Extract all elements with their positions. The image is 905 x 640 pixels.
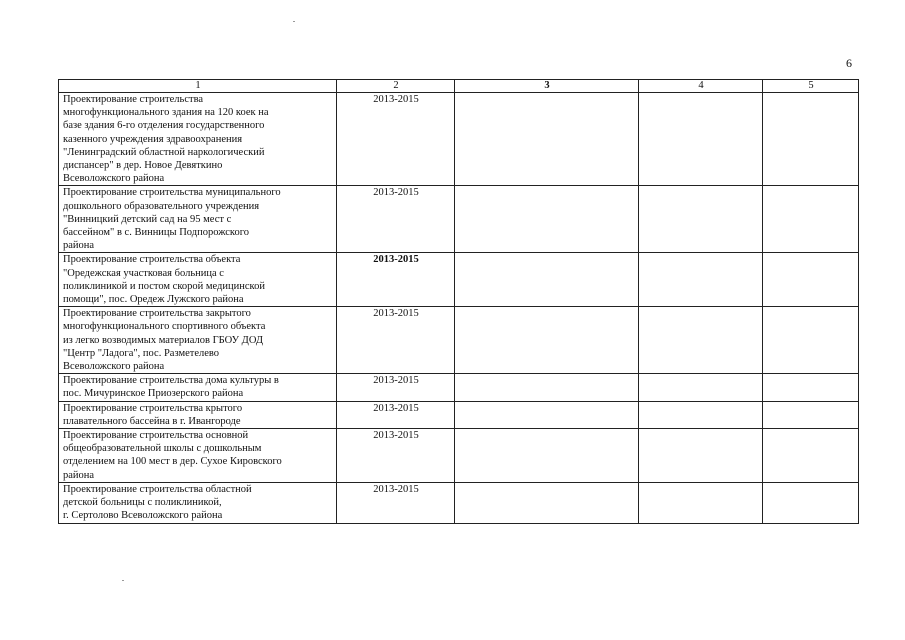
cell-col3 <box>455 186 639 253</box>
cell-col3 <box>455 401 639 428</box>
column-header-3: 3 <box>455 80 639 93</box>
description-line: Всеволожского района <box>63 173 165 185</box>
table-row <box>59 253 859 307</box>
project-description <box>59 307 337 374</box>
column-header-5: 5 <box>763 80 859 93</box>
project-description <box>59 186 337 253</box>
table-row <box>59 93 859 186</box>
table-row <box>59 429 859 483</box>
table-row <box>59 307 859 374</box>
cell-col5 <box>763 93 859 186</box>
table-row <box>59 401 859 428</box>
page-number: 6 <box>846 56 852 70</box>
description-line: Проектирование строительства муниципального <box>63 187 281 199</box>
description-line: многофункционального спортивного объекта <box>63 321 266 333</box>
project-description <box>59 93 337 186</box>
cell-col5 <box>763 186 859 253</box>
cell-col5 <box>763 307 859 374</box>
cell-col3 <box>455 307 639 374</box>
description-line: бассейном" в с. Винницы Подпорожского <box>63 227 250 239</box>
description-line: пос. Мичуринское Приозерского района <box>63 388 244 400</box>
description-line: "Центр "Ладога", пос. Разметелево <box>63 347 220 359</box>
project-period: 2013-2015 <box>337 93 455 186</box>
description-line: района <box>63 240 95 252</box>
description-line: "Винницкий детский сад на 95 мест с <box>63 213 232 225</box>
description-line: Проектирование строительства закрытого <box>63 308 251 320</box>
description-line: Проектирование строительства дома культуры в <box>63 375 279 387</box>
cell-col4 <box>639 253 763 307</box>
description-line: казенного учреждения здравоохранения <box>63 133 243 145</box>
cell-col4 <box>639 93 763 186</box>
table-row <box>59 482 859 523</box>
description-line: диспансер" в дер. Новое Девяткино <box>63 160 223 172</box>
cell-col5 <box>763 482 859 523</box>
cell-col4 <box>639 186 763 253</box>
description-line: г. Сертолово Всеволожского района <box>63 510 223 522</box>
cell-col3 <box>455 429 639 483</box>
program-table <box>58 79 859 524</box>
description-line: Проектирование строительства основной <box>63 430 249 442</box>
header-row <box>59 80 859 93</box>
cell-col3 <box>455 374 639 401</box>
table-row <box>59 374 859 401</box>
scan-speck <box>293 21 295 22</box>
description-line: общеобразовательной школы с дошкольным <box>63 443 262 455</box>
description-line: района <box>63 469 95 481</box>
cell-col5 <box>763 401 859 428</box>
description-line: базе здания 6-го отделения государственного <box>63 120 265 132</box>
project-period: 2013-2015 <box>337 482 455 523</box>
cell-col5 <box>763 374 859 401</box>
column-header-4: 4 <box>639 80 763 93</box>
cell-col5 <box>763 253 859 307</box>
cell-col3 <box>455 93 639 186</box>
scan-speck <box>122 580 124 581</box>
column-header-2: 2 <box>337 80 455 93</box>
column-header-1: 1 <box>59 80 337 93</box>
project-period: 2013-2015 <box>337 186 455 253</box>
description-line: Всеволожского района <box>63 361 165 373</box>
description-line: отделением на 100 мест в дер. Сухое Кировского <box>63 456 282 468</box>
description-line: помощи", пос. Оредеж Лужского района <box>63 294 244 306</box>
project-period: 2013-2015 <box>337 253 455 307</box>
cell-col3 <box>455 253 639 307</box>
project-description <box>59 482 337 523</box>
project-description <box>59 429 337 483</box>
description-line: Проектирование строительства крытого <box>63 402 243 414</box>
project-period: 2013-2015 <box>337 307 455 374</box>
description-line: плавательного бассейна в г. Ивангороде <box>63 415 241 427</box>
cell-col4 <box>639 374 763 401</box>
description-line: поликлиникой и постом скорой медицинской <box>63 280 265 292</box>
cell-col4 <box>639 429 763 483</box>
project-period: 2013-2015 <box>337 429 455 483</box>
description-line: дошкольного образовательного учреждения <box>63 200 260 212</box>
cell-col3 <box>455 482 639 523</box>
description-line: многофункционального здания на 120 коек на <box>63 107 269 119</box>
project-period: 2013-2015 <box>337 374 455 401</box>
description-line: "Оредежская участковая больница с <box>63 267 224 279</box>
description-line: "Ленинградский областной наркологический <box>63 146 265 158</box>
cell-col4 <box>639 482 763 523</box>
description-line: Проектирование строительства областной <box>63 483 252 495</box>
project-description <box>59 253 337 307</box>
description-line: Проектирование строительства <box>63 94 204 105</box>
description-line: из легко возводимых материалов ГБОУ ДОД <box>63 334 264 346</box>
project-period: 2013-2015 <box>337 401 455 428</box>
cell-col5 <box>763 429 859 483</box>
project-description <box>59 401 337 428</box>
description-line: детской больницы с поликлиникой, <box>63 497 222 509</box>
table-row <box>59 186 859 253</box>
cell-col4 <box>639 307 763 374</box>
description-line: Проектирование строительства объекта <box>63 254 241 266</box>
project-description <box>59 374 337 401</box>
cell-col4 <box>639 401 763 428</box>
